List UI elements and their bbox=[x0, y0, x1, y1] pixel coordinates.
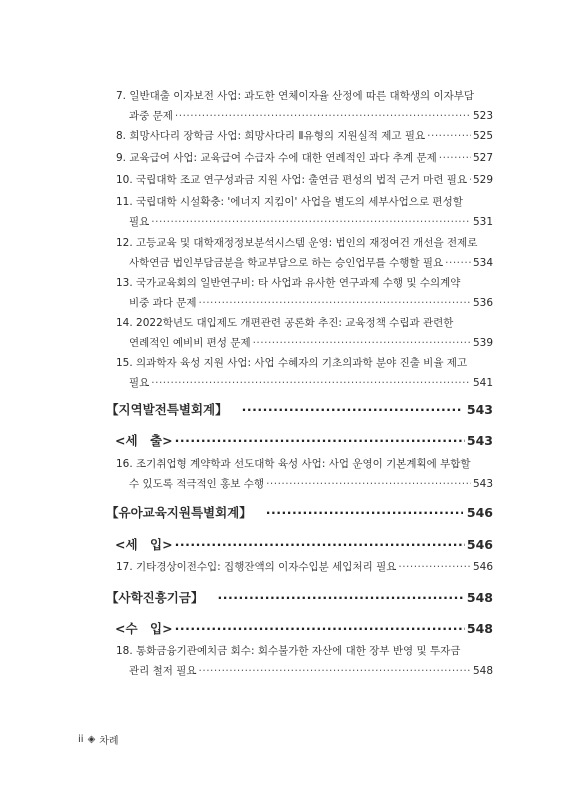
section-title: 【지역발전특별회계】 bbox=[106, 402, 228, 417]
diamond-icon: ◈ bbox=[87, 734, 96, 745]
page-footer bbox=[78, 732, 119, 747]
page-number: 541 bbox=[472, 377, 493, 389]
page-number: 548 bbox=[466, 590, 493, 605]
page-number: 525 bbox=[472, 130, 493, 142]
dot-leader bbox=[266, 503, 463, 523]
dot-leader bbox=[439, 148, 471, 168]
dot-leader bbox=[151, 373, 471, 393]
dot-leader bbox=[398, 557, 471, 577]
page-number: 543 bbox=[472, 478, 493, 490]
toc-entry-line: 7. 일반대출 이자보전 사업: 과도한 연체이자율 산정에 따른 대학생의 이자부담 bbox=[116, 90, 475, 102]
toc-entry-line: 10. 국립대학 조교 연구성과금 지원 사업: 출연금 편성의 법적 근거 마련 필요 bbox=[116, 174, 468, 186]
page-number: 546 bbox=[472, 561, 493, 573]
toc-entry-line: 과중 문제 bbox=[129, 110, 173, 122]
section-title: 【유아교육지원특별회계】 bbox=[106, 505, 252, 520]
page-number: 543 bbox=[466, 433, 493, 448]
page-number: 548 bbox=[466, 621, 493, 636]
footer-page-label: ii bbox=[78, 734, 84, 745]
footer-title: 차례 bbox=[99, 736, 119, 747]
subsection-heading[interactable] bbox=[115, 535, 493, 555]
toc-entry[interactable] bbox=[116, 86, 493, 126]
section-title: 【사학진흥기금】 bbox=[106, 590, 204, 605]
page-number: 539 bbox=[472, 337, 493, 349]
page-number: 543 bbox=[466, 402, 493, 417]
page-number: 531 bbox=[472, 216, 493, 228]
dot-leader bbox=[427, 126, 471, 146]
dot-leader bbox=[266, 474, 471, 494]
toc-entry-line: 12. 고등교육 및 대학재정정보분석시스템 운영: 법인의 재정여건 개선을 전제로 bbox=[116, 237, 478, 249]
page-number: 523 bbox=[472, 110, 493, 122]
toc-entry-line: 13. 국가교육회의 일반연구비: 타 사업과 유사한 연구과제 수행 및 수의계약 bbox=[116, 277, 461, 289]
dot-leader bbox=[199, 661, 471, 681]
toc-entry[interactable] bbox=[116, 273, 493, 313]
page-number: 527 bbox=[472, 152, 493, 164]
toc-entry[interactable] bbox=[116, 192, 493, 232]
toc-entry[interactable] bbox=[116, 557, 493, 577]
page-number: 534 bbox=[472, 257, 493, 269]
subsection-heading[interactable] bbox=[115, 431, 493, 451]
toc-entry[interactable] bbox=[116, 313, 493, 353]
toc-entry-line: 11. 국립대학 시설확충: '에너지 지킴이' 사업을 별도의 세부사업으로 편성할 bbox=[116, 196, 463, 208]
dot-leader bbox=[242, 400, 463, 420]
section-heading[interactable] bbox=[106, 400, 493, 420]
dot-leader bbox=[151, 212, 471, 232]
dot-leader bbox=[199, 293, 471, 313]
subsection-title: <세 출> bbox=[115, 433, 173, 448]
toc-entry[interactable] bbox=[116, 353, 493, 393]
dot-leader bbox=[175, 431, 465, 451]
toc-entry-line: 비중 과다 문제 bbox=[129, 297, 197, 309]
toc-entry-line: 8. 희망사다리 장학금 사업: 희망사다리 Ⅱ유형의 지원실적 제고 필요 bbox=[116, 130, 426, 142]
page-number: 548 bbox=[472, 665, 493, 677]
section-heading[interactable] bbox=[106, 503, 493, 523]
toc-entry[interactable] bbox=[116, 641, 493, 681]
subsection-title: <세 입> bbox=[115, 537, 173, 552]
dot-leader bbox=[253, 333, 471, 353]
toc-entry-line: 연례적인 예비비 편성 문제 bbox=[129, 337, 251, 349]
subsection-heading[interactable] bbox=[115, 619, 493, 639]
page-number: 546 bbox=[466, 537, 493, 552]
toc-entry[interactable] bbox=[116, 233, 493, 273]
toc-entry-line: 사학연금 법인부담금분을 학교부담으로 하는 승인업무를 수행할 필요 bbox=[129, 257, 444, 269]
toc-entry-line: 9. 교육급여 사업: 교육급여 수급자 수에 대한 연례적인 과다 추계 문제 bbox=[116, 152, 437, 164]
toc-entry-line: 17. 기타경상이전수입: 집행잔액의 이자수입분 세입처리 필요 bbox=[116, 561, 397, 573]
dot-leader bbox=[217, 588, 462, 608]
subsection-title: <수 입> bbox=[115, 621, 173, 636]
toc-entry-line: 필요 bbox=[129, 216, 150, 228]
dot-leader bbox=[445, 253, 471, 273]
page-number: 536 bbox=[472, 297, 493, 309]
toc-entry[interactable] bbox=[116, 170, 493, 190]
dot-leader bbox=[175, 106, 471, 126]
toc-entry-line: 15. 의과학자 육성 지원 사업: 사업 수혜자의 기초의과학 분야 진출 비율 제고 bbox=[116, 357, 468, 369]
toc-entry-line: 16. 조기취업형 계약학과 선도대학 육성 사업: 사업 운영이 기본계획에 부합할 bbox=[116, 458, 471, 470]
section-heading[interactable] bbox=[106, 588, 493, 608]
page-number: 529 bbox=[472, 174, 493, 186]
dot-leader bbox=[469, 170, 471, 190]
toc-entry-line: 관리 철저 필요 bbox=[129, 665, 197, 677]
toc-entry-line: 필요 bbox=[129, 377, 150, 389]
dot-leader bbox=[175, 619, 465, 639]
toc-entry-line: 수 있도록 적극적인 홍보 수행 bbox=[129, 478, 265, 490]
toc-entry[interactable] bbox=[116, 126, 493, 146]
dot-leader bbox=[175, 535, 465, 555]
toc-entry[interactable] bbox=[116, 148, 493, 168]
page-number: 546 bbox=[466, 505, 493, 520]
toc-entry-line: 18. 통화금융기관예치금 회수: 회수불가한 자산에 대한 장부 반영 및 투자금 bbox=[116, 645, 461, 657]
toc-entry[interactable] bbox=[116, 454, 493, 494]
toc-entry-line: 14. 2022학년도 대입제도 개편관련 공론화 추진: 교육정책 수립과 관련한 bbox=[116, 317, 454, 329]
